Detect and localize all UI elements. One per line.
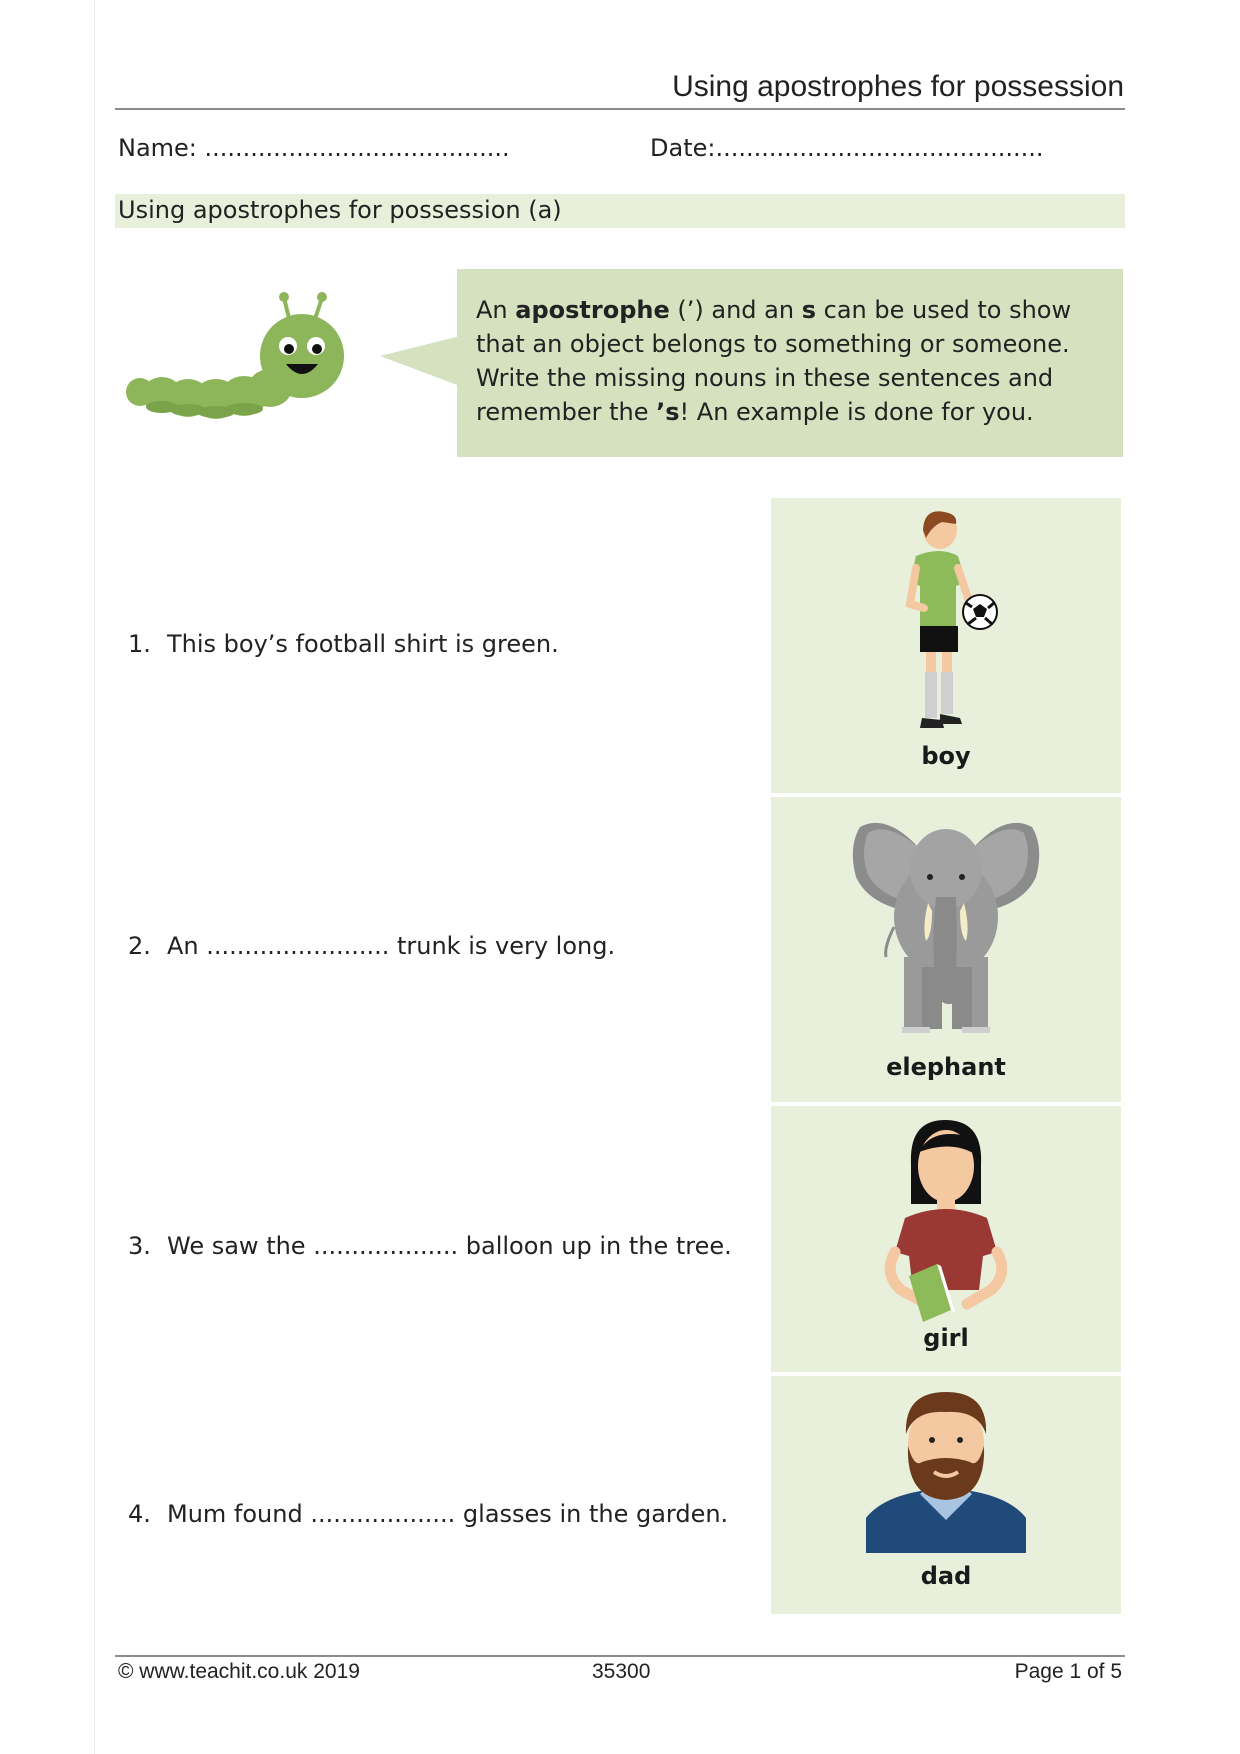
card-label-elephant: elephant [886, 1053, 1006, 1081]
page-edge [94, 0, 95, 1754]
question-3[interactable]: 3. We saw the ................... balloon up in the tree. [128, 1232, 732, 1260]
question-4[interactable]: 4. Mum found ................... glasses in the garden. [128, 1500, 729, 1528]
girl-with-book-icon [871, 1114, 1021, 1324]
name-field[interactable]: Name: ........................................ [118, 134, 510, 162]
card-label-boy: boy [921, 742, 971, 770]
section-heading-bar [115, 194, 1125, 228]
card-label-dad: dad [920, 1562, 972, 1590]
card-dad [771, 1376, 1121, 1614]
speech-bubble-tail [380, 336, 460, 396]
header-rule [115, 108, 1125, 110]
card-girl [771, 1106, 1121, 1372]
footer-copyright: © www.teachit.co.uk 2019 [118, 1660, 360, 1683]
section-heading: Using apostrophes for possession (a) [118, 196, 562, 224]
instruction-bubble: An apostrophe (’) and an s can be used to show that an object belongs to something or someone. Write the missing nouns in these sentences and remember the ’s! An example is done for you. [457, 269, 1123, 457]
card-label-girl: girl [923, 1324, 969, 1352]
date-field[interactable]: Date:........................................... [650, 134, 1044, 162]
bearded-man-icon [866, 1388, 1026, 1553]
page-title: Using apostrophes for possession [672, 70, 1124, 103]
question-1: 1. This boy’s football shirt is green. [128, 630, 559, 658]
elephant-icon [846, 807, 1046, 1042]
question-2[interactable]: 2. An ........................ trunk is very long. [128, 932, 616, 960]
footer-rule [115, 1655, 1125, 1657]
footer-page-number: Page 1 of 5 [1014, 1660, 1122, 1683]
card-elephant [771, 797, 1121, 1102]
footer-code: 35300 [592, 1660, 651, 1683]
caterpillar-icon [122, 292, 372, 442]
boy-with-football-icon [886, 508, 1006, 733]
card-boy [771, 498, 1121, 793]
